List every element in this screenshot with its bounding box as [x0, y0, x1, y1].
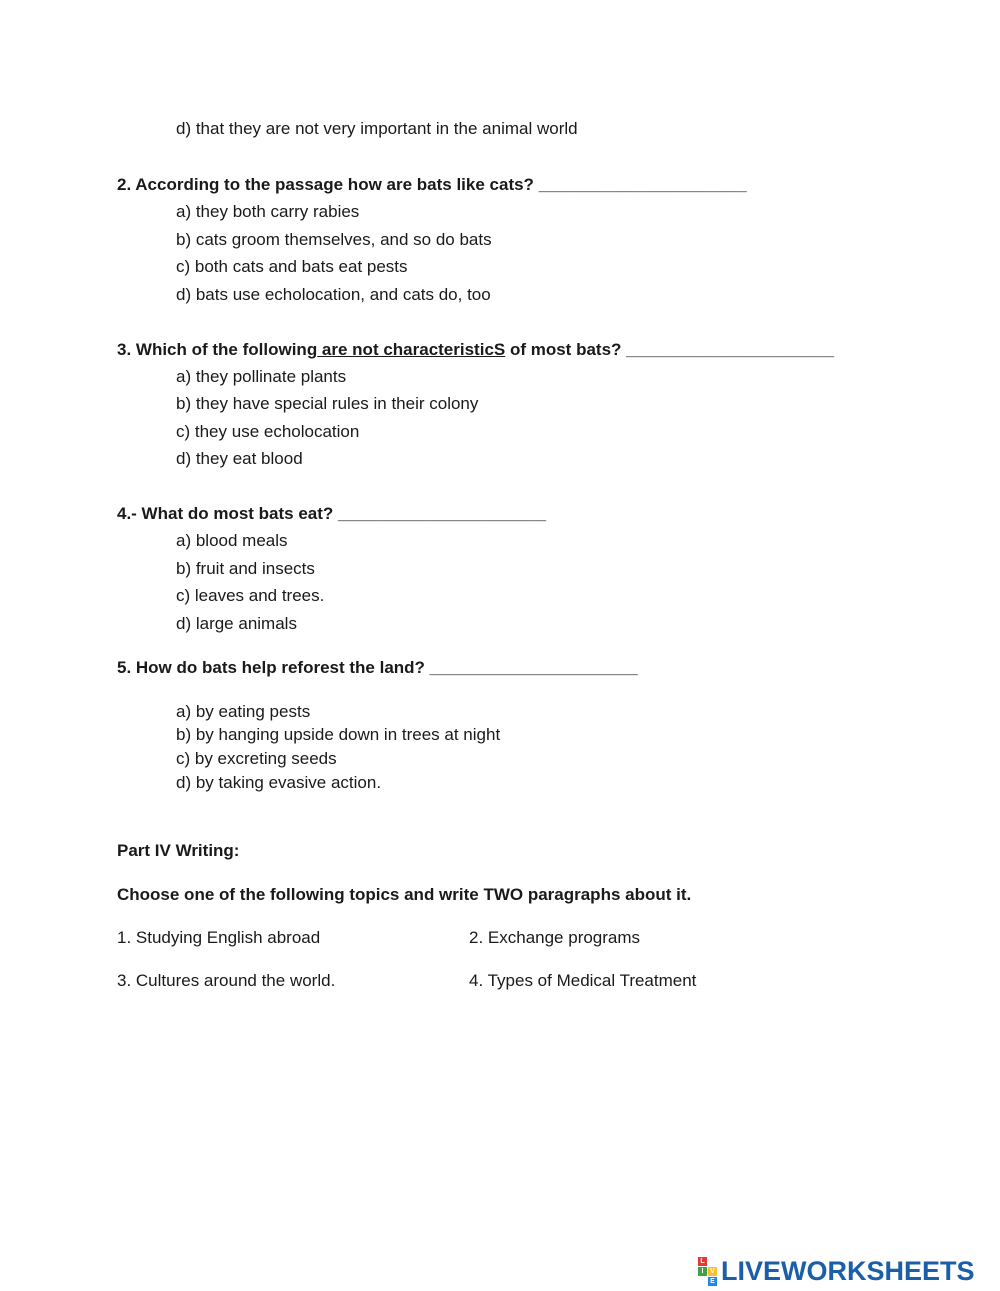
q3-option-b: b) they have special rules in their colony — [176, 394, 479, 413]
q2-option-b: b) cats groom themselves, and so do bats — [176, 230, 492, 249]
q5-option-b: b) by hanging upside down in trees at night — [176, 725, 501, 744]
liveworksheets-logo-icon — [698, 1257, 717, 1286]
topic-3: 3. Cultures around the world. — [117, 971, 336, 990]
q2-question — [117, 175, 747, 195]
q3-question — [117, 340, 834, 360]
topic-2: 2. Exchange programs — [469, 928, 641, 947]
q2-option-d: d) bats use echolocation, and cats do, too — [176, 285, 491, 304]
q3-question-post: of most bats? — [505, 340, 622, 359]
q2-option-c: c) both cats and bats eat pests — [176, 257, 408, 276]
q4-question-text: 4.- What do most bats eat? — [117, 504, 334, 523]
liveworksheets-logo-text: LIVEWORKSHEETS — [721, 1255, 975, 1286]
q3-option-a: a) they pollinate plants — [176, 367, 347, 386]
part4-instruction: Choose one of the following topics and write TWO paragraphs about it. — [117, 885, 692, 904]
q1-option-d: d) that they are not very important in the animal world — [176, 119, 578, 138]
topic-4: 4. Types of Medical Treatment — [469, 971, 697, 990]
q4-answer-blank[interactable]: ______________________ — [338, 504, 547, 523]
q3-option-d: d) they eat blood — [176, 449, 303, 468]
logo-letter-v: V — [708, 1267, 717, 1276]
part4-heading: Part IV Writing: — [117, 841, 240, 860]
q4-option-a: a) blood meals — [176, 531, 288, 550]
q2-option-a: a) they both carry rabies — [176, 202, 360, 221]
q4-option-c: c) leaves and trees. — [176, 586, 325, 605]
q3-question-underlined: are not characteristicS — [317, 340, 506, 359]
logo-letter-l: L — [698, 1257, 707, 1266]
q5-option-c: c) by excreting seeds — [176, 749, 337, 768]
q5-option-a: a) by eating pests — [176, 702, 311, 721]
q3-question-pre: 3. Which of the following — [117, 340, 318, 359]
q3-answer-blank[interactable]: ______________________ — [626, 340, 835, 359]
q5-answer-blank[interactable]: ______________________ — [429, 658, 638, 677]
q2-question-text: 2. According to the passage how are bats like cats? — [117, 175, 534, 194]
liveworksheets-logo — [698, 1256, 975, 1286]
logo-letter-i: I — [698, 1267, 707, 1276]
logo-letter-e: E — [708, 1277, 717, 1286]
q4-option-d: d) large animals — [176, 614, 297, 633]
q3-option-c: c) they use echolocation — [176, 422, 360, 441]
q5-question — [117, 658, 638, 678]
topic-1: 1. Studying English abroad — [117, 928, 321, 947]
q5-option-d: d) by taking evasive action. — [176, 773, 382, 792]
q4-option-b: b) fruit and insects — [176, 559, 315, 578]
q4-question — [117, 504, 546, 524]
q5-question-text: 5. How do bats help reforest the land? — [117, 658, 425, 677]
q2-answer-blank[interactable]: ______________________ — [538, 175, 747, 194]
